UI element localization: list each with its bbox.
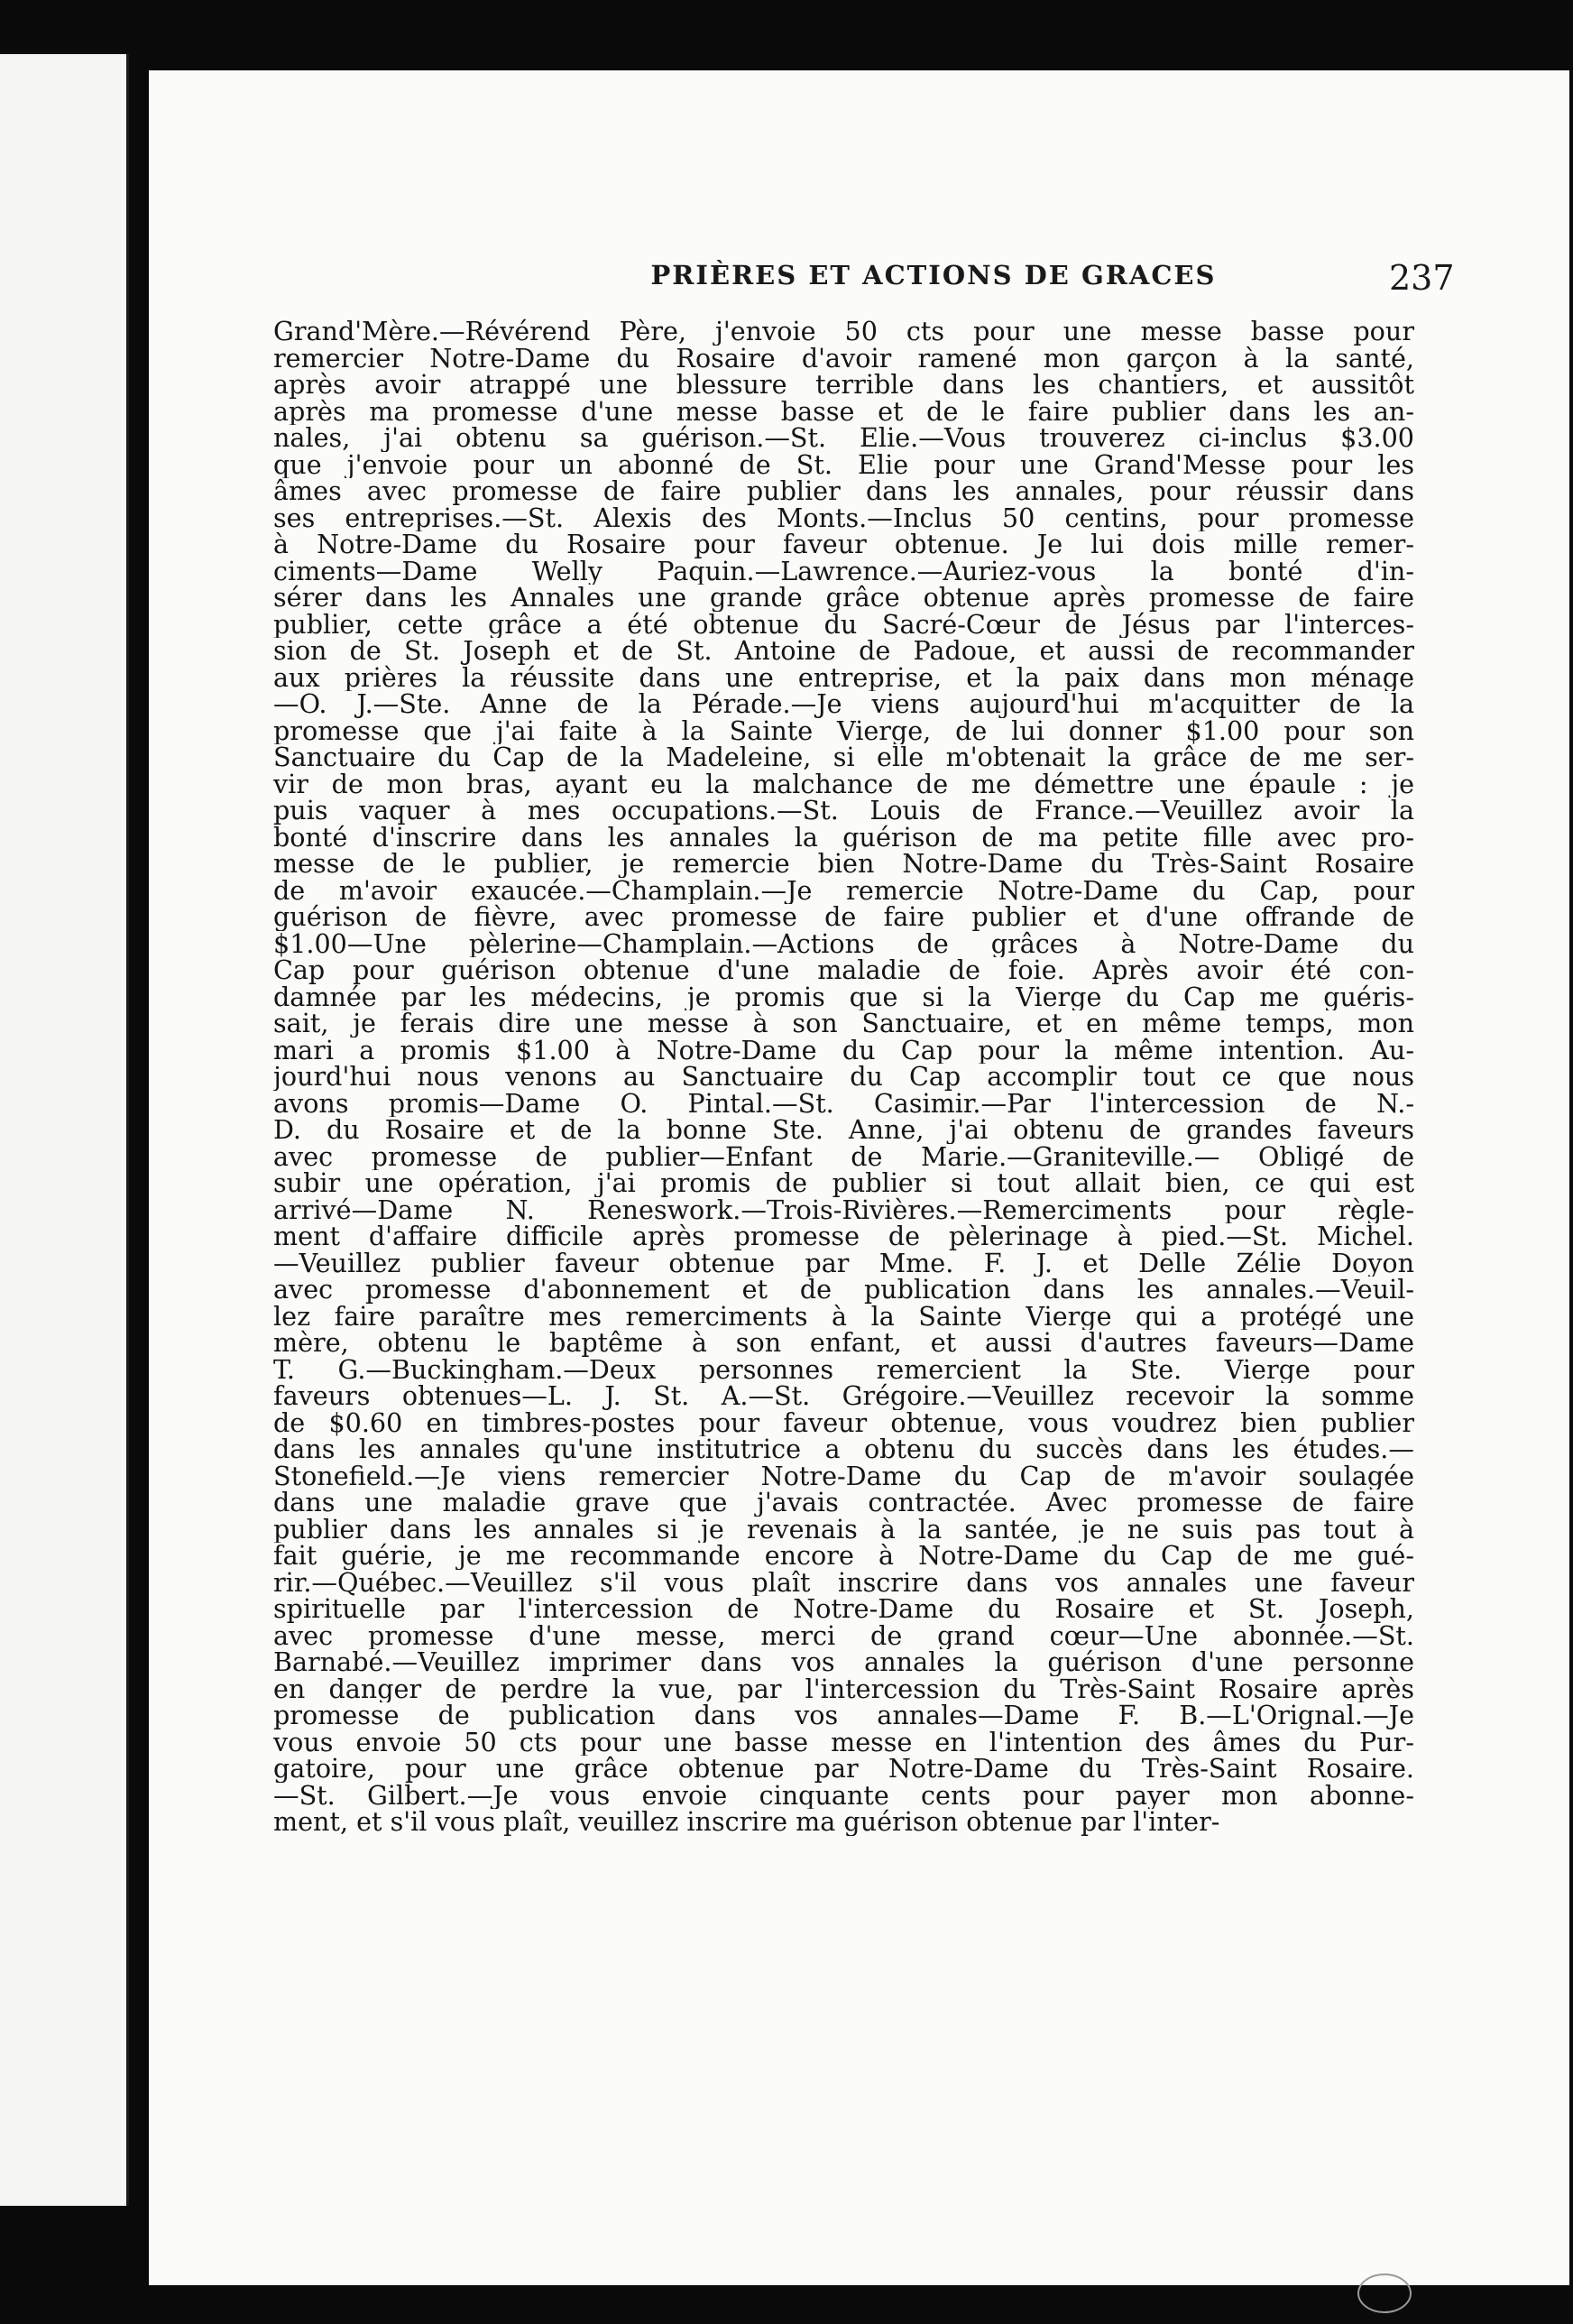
text-line: avec promesse d'abonnement et de publication dans les annales.—Veuil- <box>273 1277 1414 1304</box>
text-line: fait guérie, je me recommande encore à Notre-Dame du Cap de me gué- <box>273 1543 1414 1570</box>
text-line: Sanctuaire du Cap de la Madeleine, si elle m'obtenait la grâce de me ser- <box>273 744 1414 771</box>
text-line: damnée par les médecins, je promis que si la Vierge du Cap me guéris- <box>273 983 1414 1010</box>
text-line: à Notre-Dame du Rosaire pour faveur obtenue. Je lui dois mille remer- <box>273 531 1414 558</box>
text-line: de m'avoir exaucée.—Champlain.—Je remercie Notre-Dame du Cap, pour <box>273 877 1414 904</box>
text-line: publier dans les annales si je revenais à la santée, je ne suis pas tout à <box>273 1516 1414 1543</box>
text-line: faveurs obtenues—L. J. St. A.—St. Grégoire.—Veuillez recevoir la somme <box>273 1383 1414 1410</box>
text-line: Stonefield.—Je viens remercier Notre-Dame du Cap de m'avoir soulagée <box>273 1462 1414 1489</box>
text-line: puis vaquer à mes occupations.—St. Louis de France.—Veuillez avoir la <box>273 798 1414 825</box>
running-head: PRIÈRES ET ACTIONS DE GRACES <box>650 260 1217 290</box>
text-line: subir une opération, j'ai promis de publier si tout allait bien, ce qui est <box>273 1170 1414 1197</box>
text-line: âmes avec promesse de faire publier dans les annales, pour réussir dans <box>273 478 1414 505</box>
text-line: remercier Notre-Dame du Rosaire d'avoir ramené mon garçon à la santé, <box>273 345 1414 372</box>
text-line: nales, j'ai obtenu sa guérison.—St. Elie.—Vous trouverez ci-inclus $3.00 <box>273 425 1414 452</box>
text-line: —St. Gilbert.—Je vous envoie cinquante cents pour payer mon abonne- <box>273 1782 1414 1809</box>
text-line: sion de St. Joseph et de St. Antoine de Padoue, et aussi de recommander <box>273 638 1414 665</box>
body-text <box>273 318 1414 1836</box>
library-stamp-icon <box>1357 2273 1412 2313</box>
text-line: ses entreprises.—St. Alexis des Monts.—Inclus 50 centins, pour promesse <box>273 504 1414 531</box>
text-line: aux prières la réussite dans une entreprise, et la paix dans mon ménage <box>273 664 1414 691</box>
document-page <box>149 70 1569 2285</box>
text-line: mère, obtenu le baptême à son enfant, et aussi d'autres faveurs—Dame <box>273 1330 1414 1357</box>
text-line: T. G.—Buckingham.—Deux personnes remercient la Ste. Vierge pour <box>273 1356 1414 1383</box>
text-line: $1.00—Une pèlerine—Champlain.—Actions de grâces à Notre-Dame du <box>273 930 1414 957</box>
text-line: dans les annales qu'une institutrice a obtenu du succès dans les études.— <box>273 1436 1414 1463</box>
text-line: vir de mon bras, ayant eu la malchance de me démettre une épaule : je <box>273 770 1414 798</box>
text-line: ment, et s'il vous plaît, veuillez inscrire ma guérison obtenue par l'inter- <box>273 1809 1220 1836</box>
text-line: promesse que j'ai faite à la Sainte Vierge, de lui donner $1.00 pour son <box>273 717 1414 744</box>
text-line: gatoire, pour une grâce obtenue par Notre-Dame du Très-Saint Rosaire. <box>273 1756 1414 1783</box>
text-line: vous envoie 50 cts pour une basse messe en l'intention des âmes du Pur- <box>273 1729 1414 1756</box>
text-line: sait, je ferais dire une messe à son Sanctuaire, et en même temps, mon <box>273 1010 1414 1038</box>
text-line: spirituelle par l'intercession de Notre-Dame du Rosaire et St. Joseph, <box>273 1596 1414 1623</box>
text-line: avec promesse d'une messe, merci de grand cœur—Une abonnée.—St. <box>273 1622 1414 1649</box>
text-line: ciments—Dame Welly Paquin.—Lawrence.—Auriez-vous la bonté d'in- <box>273 558 1414 585</box>
text-line: avec promesse de publier—Enfant de Marie.—Graniteville.— Obligé de <box>273 1143 1414 1170</box>
text-line: jourd'hui nous venons au Sanctuaire du Cap accomplir tout ce que nous <box>273 1064 1414 1091</box>
text-line: rir.—Québec.—Veuillez s'il vous plaît inscrire dans vos annales une faveur <box>273 1569 1414 1596</box>
text-line: après avoir atrappé une blessure terrible dans les chantiers, et aussitôt <box>273 372 1414 399</box>
text-line: ment d'affaire difficile après promesse de pèlerinage à pied.—St. Michel. <box>273 1223 1414 1250</box>
facing-page-edge <box>0 54 129 2206</box>
text-line: après ma promesse d'une messe basse et de le faire publier dans les an- <box>273 398 1414 425</box>
text-line: bonté d'inscrire dans les annales la guérison de ma petite fille avec pro- <box>273 824 1414 851</box>
text-line: arrivé—Dame N. Reneswork.—Trois-Rivières.—Remerciments pour règle- <box>273 1196 1414 1223</box>
text-line: guérison de fièvre, avec promesse de faire publier et d'une offrande de <box>273 904 1414 931</box>
page-number: 237 <box>1389 258 1455 298</box>
text-line: publier, cette grâce a été obtenue du Sacré-Cœur de Jésus par l'interces- <box>273 611 1414 638</box>
text-line: lez faire paraître mes remerciments à la Sainte Vierge qui a protégé une <box>273 1303 1414 1330</box>
text-line: avons promis—Dame O. Pintal.—St. Casimir.—Par l'intercession de N.- <box>273 1090 1414 1117</box>
text-line: —O. J.—Ste. Anne de la Pérade.—Je viens aujourd'hui m'acquitter de la <box>273 691 1414 718</box>
text-line: messe de le publier, je remercie bien Notre-Dame du Très-Saint Rosaire <box>273 851 1414 878</box>
text-line: —Veuillez publier faveur obtenue par Mme. F. J. et Delle Zélie Doyon <box>273 1250 1414 1277</box>
text-line: Grand'Mère.—Révérend Père, j'envoie 50 cts pour une messe basse pour <box>273 318 1414 346</box>
text-line: de $0.60 en timbres-postes pour faveur obtenue, vous voudrez bien publier <box>273 1409 1414 1436</box>
text-line: promesse de publication dans vos annales—Dame F. B.—L'Orignal.—Je <box>273 1702 1414 1729</box>
text-line: Cap pour guérison obtenue d'une maladie de foie. Après avoir été con- <box>273 957 1414 984</box>
text-line: sérer dans les Annales une grande grâce obtenue après promesse de faire <box>273 585 1414 612</box>
text-line: D. du Rosaire et de la bonne Ste. Anne, j'ai obtenu de grandes faveurs <box>273 1117 1414 1144</box>
text-line: que j'envoie pour un abonné de St. Elie pour une Grand'Messe pour les <box>273 451 1414 478</box>
text-line: dans une maladie grave que j'avais contractée. Avec promesse de faire <box>273 1489 1414 1517</box>
text-line: mari a promis $1.00 à Notre-Dame du Cap pour la même intention. Au- <box>273 1037 1414 1064</box>
text-line: en danger de perdre la vue, par l'intercession du Très-Saint Rosaire après <box>273 1675 1414 1702</box>
text-line: Barnabé.—Veuillez imprimer dans vos annales la guérison d'une personne <box>273 1649 1414 1676</box>
